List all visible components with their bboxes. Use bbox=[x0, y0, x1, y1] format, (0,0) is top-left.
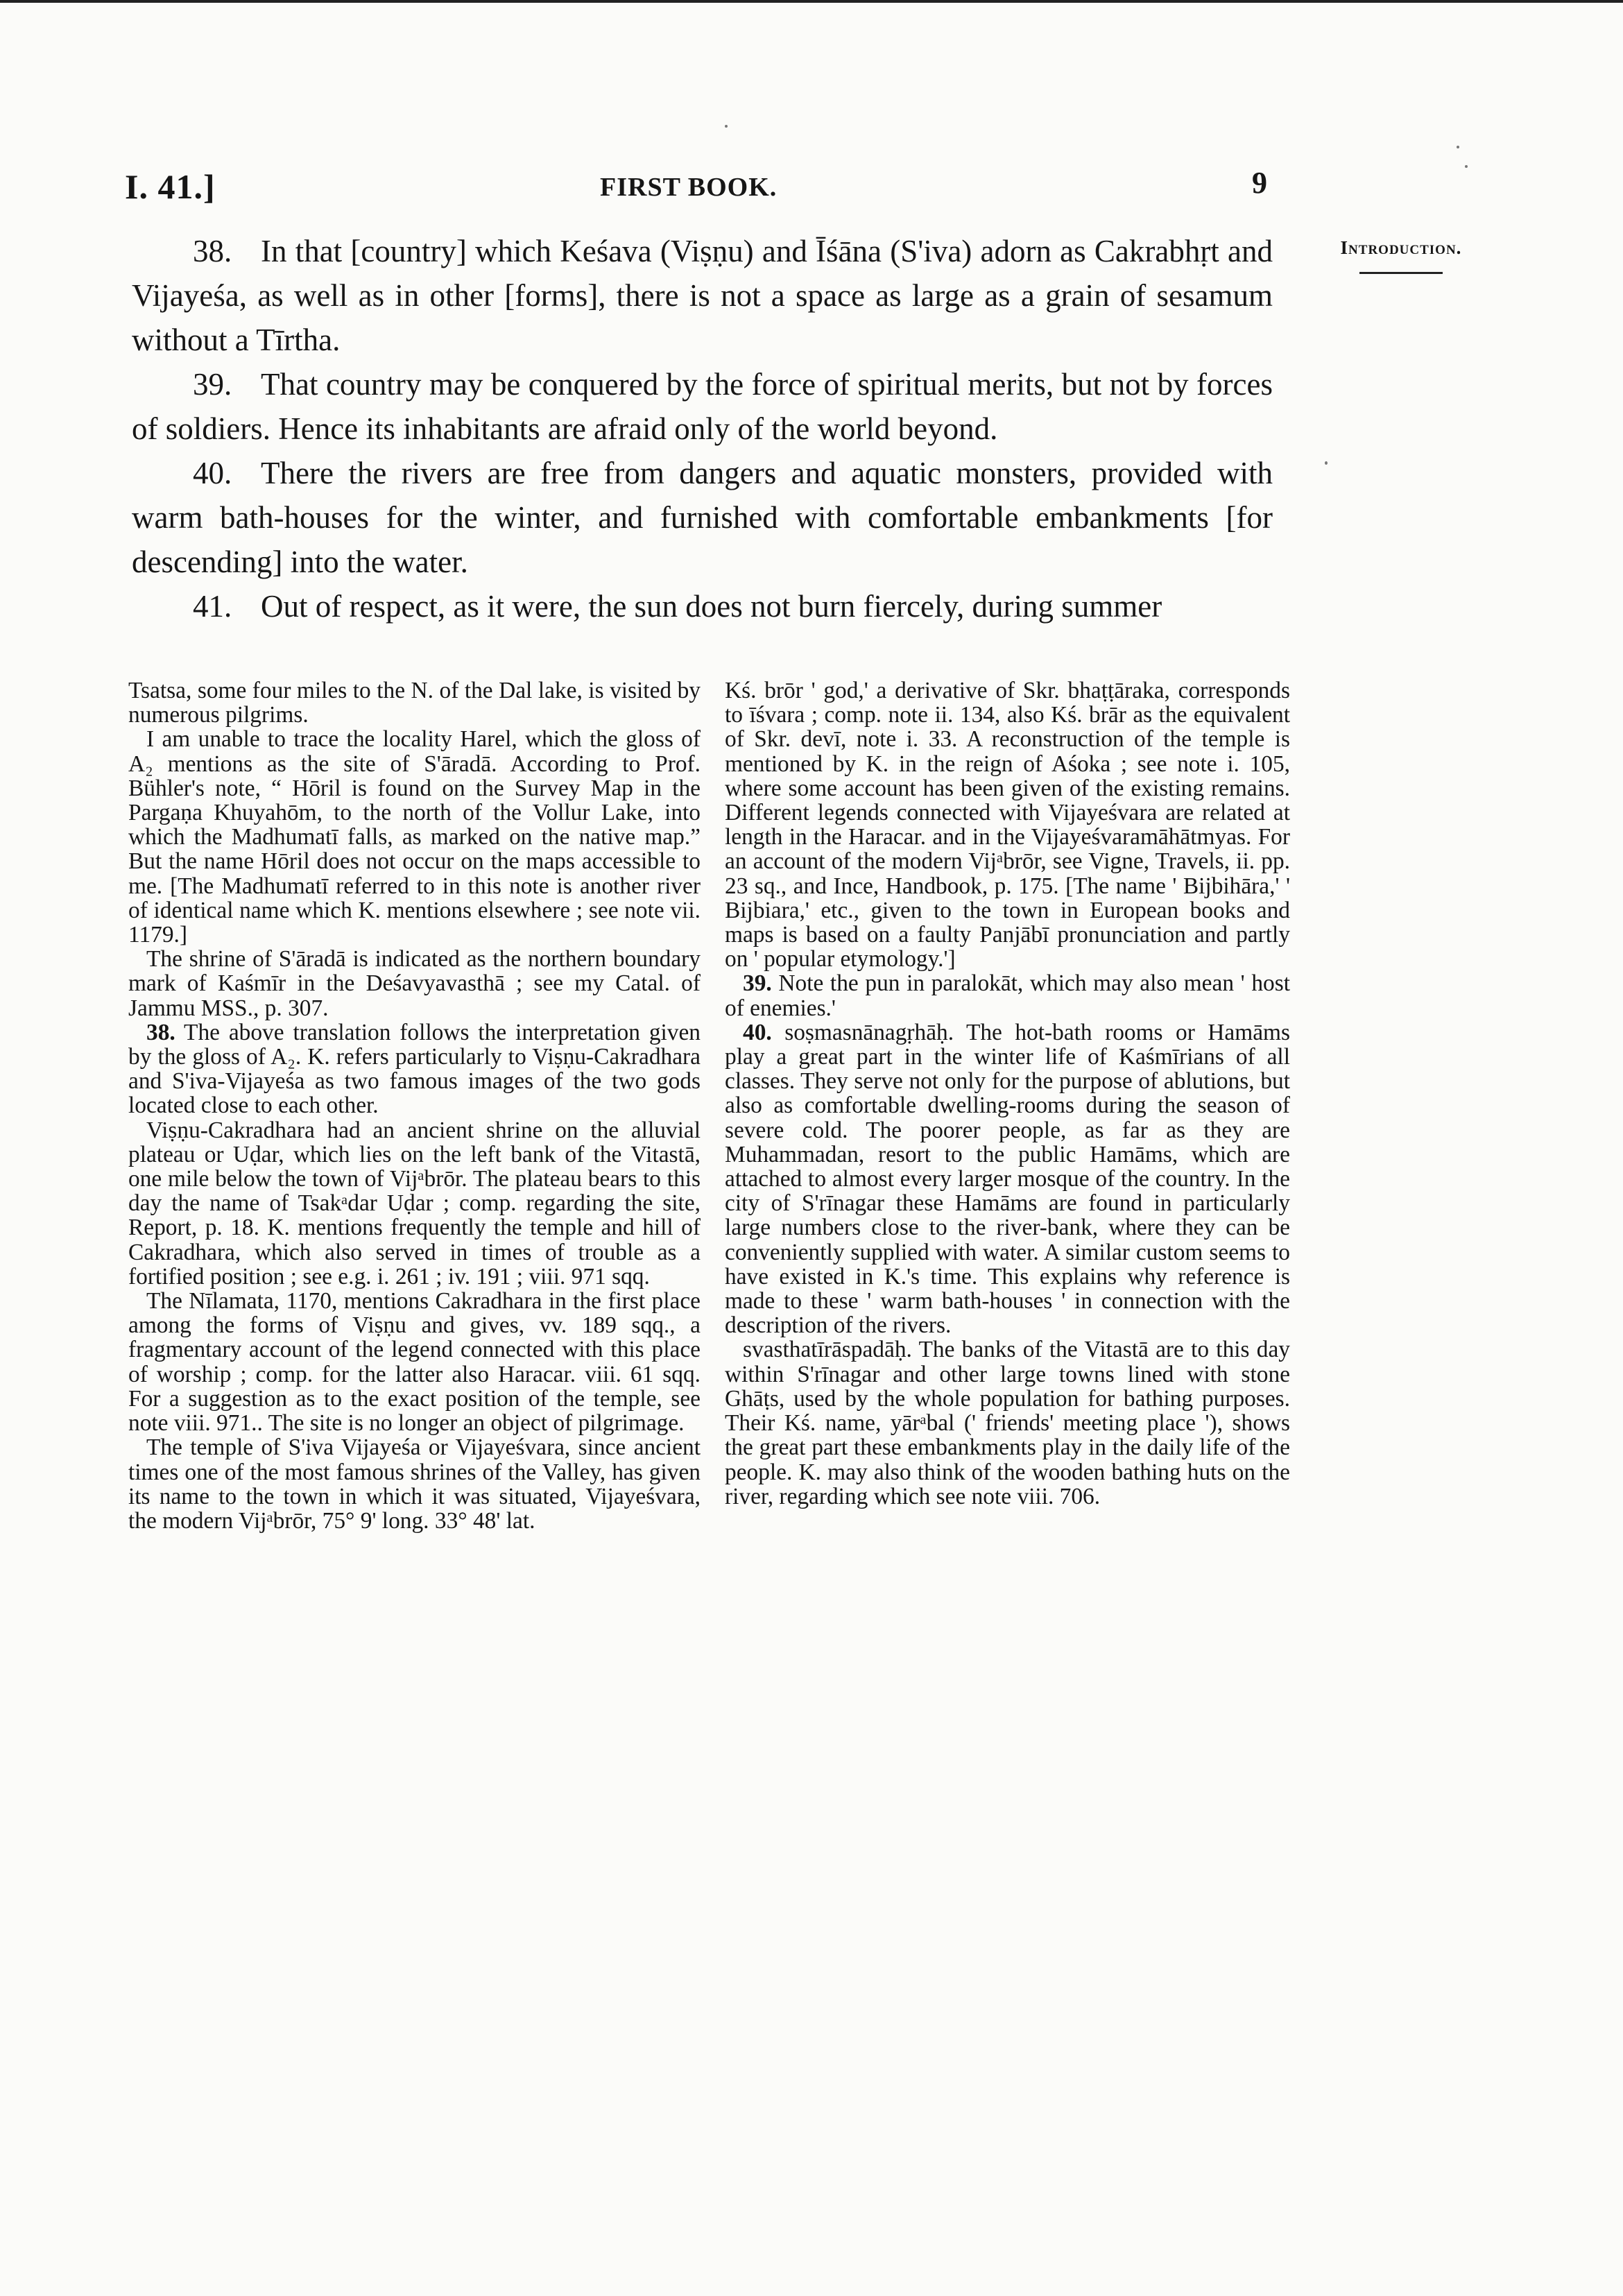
print-speck bbox=[1325, 461, 1328, 465]
footnote-text: The temple of S'iva Vijayeśa or Vijayeśvara, since ancient times one of the most famous shrines of the Valley, has given its name to the town in which it was situated, Vijayeśvara, the modern Vijᵃbrōr, 75° 9' long. 33° 48' lat. bbox=[128, 1434, 701, 1534]
footnote-paragraph bbox=[128, 727, 701, 947]
footnote-paragraph bbox=[128, 1289, 701, 1435]
print-speck bbox=[1465, 165, 1468, 168]
verse-text: In that [country] which Keśava (Viṣṇu) and Īśāna (S'iva) adorn as Cakrabhṛt and Vijayeśa, as well as in other [forms], there is not a space as large as a grain of sesamum without a Tīrtha. bbox=[132, 234, 1273, 357]
footnote-text: Kś. brōr ' god,' a derivative of Skr. bhaṭṭāraka, corresponds to īśvara ; comp. note ii. 134, also Kś. brār as the equivalent of Skr. devī, note i. 33. A reconstruction of the temple is mentioned by K. in the reign of Aśoka ; see note i. 105, where some account has been given of the existing remains. Different legends connected with Vijayeśvara are related at length in the Haracar. and in the Vijayeśvaramāhātmyas. For an account of the modern Vijᵃbrōr, see Vigne, Travels, ii. pp. 23 sq., and Ince, Handbook, p. 175. [The name ' Bijbihāra,' ' Bijbiara,' etc., given to the town in European books and maps is based on a faulty Panjābī pronunciation and partly on ' popular etymology.'] bbox=[725, 678, 1290, 973]
footnote-paragraph bbox=[725, 1020, 1290, 1338]
footnote-paragraph bbox=[128, 1118, 701, 1289]
footnote-text: svasthatīrāspadāḥ. The banks of the Vitastā are to this day within S'rīnagar and other large towns lined with stone Ghāṭs, used by the whole population for bathing purposes. Their Kś. name, yārᵃbal (' friends' meeting place '), shows the great part these embankments play in the daily life of the people. K. may also think of the wooden bathing huts on the river, regarding which see note viii. 706. bbox=[725, 1337, 1290, 1509]
footnote-text: soṣmasnānagṛhāḥ. The hot-bath rooms or Hamāms play a great part in the winter life of Kaśmīrians of all classes. They serve not only for the purpose of ablutions, but also as comfortable dwelling-rooms during the season of severe cold. The poorer people, as far as they are Muhammadan, resort to the public Hamāms, which are attached to almost every larger mosque of the country. In the city of S'rīnagar these Hamāms are found in particularly large numbers close to the river-bank, where they can be conveniently supplied with water. A similar custom seems to have existed in K.'s time. This explains why reference is made to these ' warm bath-houses ' in connection with the description of the rivers. bbox=[725, 1019, 1290, 1339]
verse-paragraph bbox=[132, 584, 1273, 628]
side-note-introduction: Introduction. bbox=[1340, 237, 1462, 258]
verse-number: 39. bbox=[193, 367, 232, 402]
side-note-rule bbox=[1359, 272, 1443, 274]
notes-column-right bbox=[725, 678, 1290, 1509]
footnote-verse-number: 39. bbox=[743, 970, 772, 997]
footnote-verse-number: 40. bbox=[743, 1019, 772, 1045]
footnote-text: Note the pun in paralokāt, which may also mean ' host of enemies.' bbox=[725, 970, 1290, 1021]
top-border-line bbox=[0, 0, 1623, 3]
print-speck bbox=[1457, 146, 1459, 148]
footnote-text: The above translation follows the interpretation given by the gloss of A₂. K. refers particularly to Viṣṇu-Cakradhara and S'iva-Vijayeśa as two famous images of the two gods located close to each other. bbox=[128, 1019, 701, 1119]
footnote-paragraph bbox=[128, 1435, 701, 1533]
verse-paragraph bbox=[132, 362, 1273, 451]
verse-number: 38. bbox=[193, 234, 232, 268]
footnote-paragraph bbox=[128, 947, 701, 1020]
verse-text: Out of respect, as it were, the sun does not burn fiercely, during summer bbox=[261, 589, 1162, 624]
verse-text: That country may be conquered by the force of spiritual merits, but not by forces of soldiers. Hence its inhabitants are afraid only of the world beyond. bbox=[132, 367, 1273, 446]
verse-paragraph bbox=[132, 451, 1273, 584]
header-book-reference: I. 41.] bbox=[125, 167, 216, 206]
verse-paragraph bbox=[132, 229, 1273, 362]
verse-text: There the rivers are free from dangers and aquatic monsters, provided with warm bath-houses for the winter, and furnished with comfortable embankments [for descending] into the water. bbox=[132, 456, 1273, 579]
running-title: FIRST BOOK. bbox=[600, 173, 778, 202]
notes-column-left bbox=[128, 678, 701, 1533]
footnote-text: I am unable to trace the locality Harel, which the gloss of A₂ mentions as the site of S'āradā. According to Prof. Bühler's note, “ Hōril is found on the Survey Map in the Pargaṇa Khuyahōm, to the north of the Vollur Lake, into which the Madhumatī falls, as marked on the native map.” But the name Hōril does not occur on the maps accessible to me. [The Madhumatī referred to in this note is another river of identical name which K. mentions elsewhere ; see note vii. 1179.] bbox=[128, 726, 701, 948]
verse-number: 40. bbox=[193, 456, 232, 490]
footnote-paragraph bbox=[725, 678, 1290, 971]
footnote-text: The Nīlamata, 1170, mentions Cakradhara in the first place among the forms of Viṣṇu and gives, vv. 189 sqq., a fragmentary account of the legend connected with this place of worship ; comp. for the latter also Haracar. viii. 61 sqq. For a suggestion as to the exact position of the temple, see note viii. 971.. The site is no longer an object of pilgrimage. bbox=[128, 1288, 701, 1437]
translation-text bbox=[132, 229, 1273, 628]
footnote-text: The shrine of S'āradā is indicated as the northern boundary mark of Kaśmīr in the Deśavyavasthā ; see my Catal. of Jammu MSS., p. 307. bbox=[128, 946, 701, 1021]
footnote-paragraph bbox=[725, 971, 1290, 1020]
verse-number: 41. bbox=[193, 589, 232, 624]
footnote-text: Viṣṇu-Cakradhara had an ancient shrine on the alluvial plateau or Uḍar, which lies on the left bank of the Vitastā, one mile below the town of Vijᵃbrōr. The plateau bears to this day the name of Tsakᵃdar Uḍar ; comp. regarding the site, Report, p. 18. K. mentions frequently the temple and hill of Cakradhara, which also served in times of trouble as a fortified position ; see e.g. i. 261 ; iv. 191 ; viii. 971 sqq. bbox=[128, 1117, 701, 1290]
footnote-verse-number: 38. bbox=[146, 1019, 175, 1045]
footnote-paragraph bbox=[725, 1337, 1290, 1508]
footnote-paragraph bbox=[128, 678, 701, 727]
footnote-text: Tsatsa, some four miles to the N. of the Dal lake, is visited by numerous pilgrims. bbox=[128, 678, 701, 728]
page-number: 9 bbox=[1252, 166, 1267, 200]
print-speck bbox=[725, 125, 728, 128]
footnote-paragraph bbox=[128, 1020, 701, 1118]
